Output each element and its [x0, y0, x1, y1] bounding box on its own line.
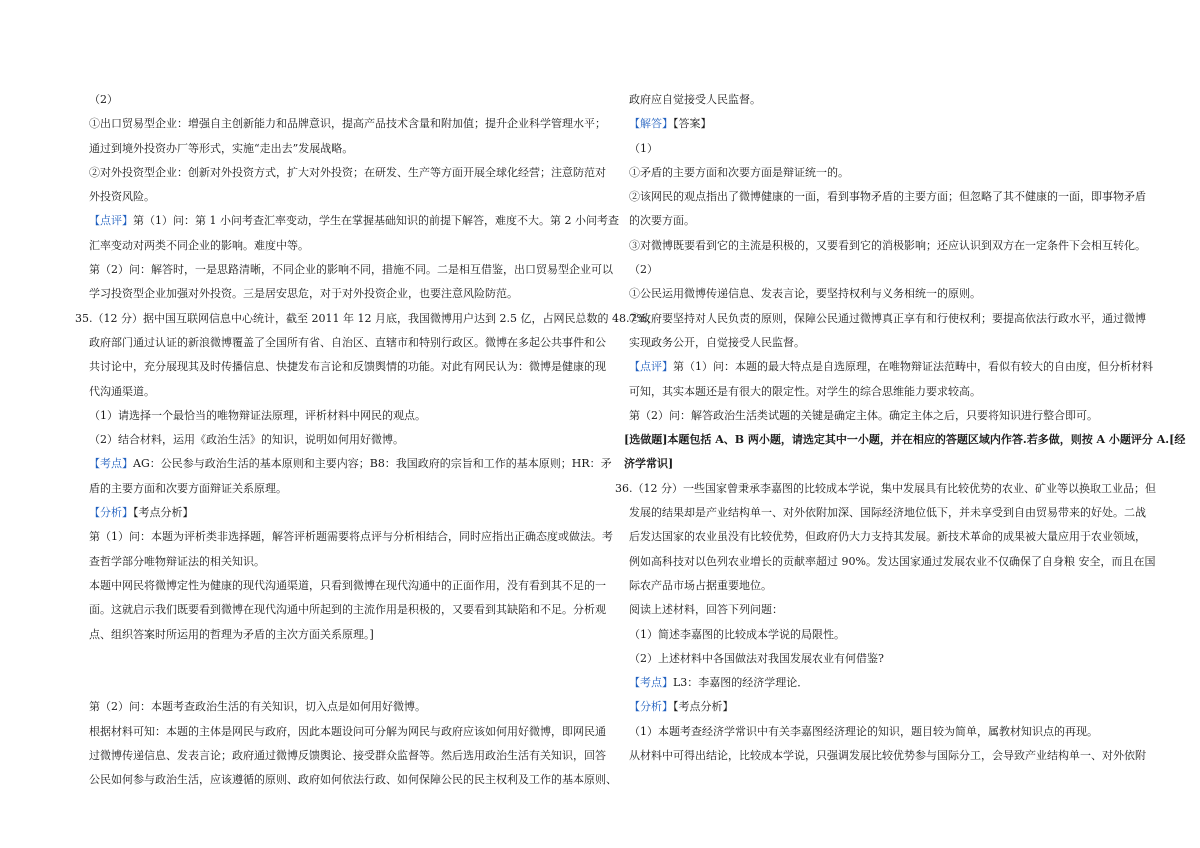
- line-text: 根据材料可知：本题的主体是网民与政府，因此本题设问可分解为网民与政府应该如何用好微博，即网民通: [89, 724, 606, 738]
- text-line: [624, 720, 1132, 744]
- text-line: [84, 185, 592, 209]
- line-text: 第（1）问：第 1 小问考查汇率变动，学生在掌握基础知识的前提下解答，难度不大。第 2 小问考查: [133, 214, 619, 228]
- line-text: 第（1）问：本题的最大特点是自选原理，在唯物辩证法范畴中，看似有较大的自由度，但分析材料: [673, 360, 1153, 374]
- text-line: [84, 452, 612, 476]
- line-text: 政府部门通过认证的新浪微博覆盖了全国所有省、自治区、直辖市和特别行政区。微博在多起公共事件和公: [89, 335, 606, 349]
- text-line: [84, 768, 617, 792]
- line-text: 例如高科技对以色列农业增长的贡献率超过 90%。发达国家通过发展农业不仅确保了自身粮 安全，而且在国: [629, 554, 1156, 568]
- line-text: ③对微博既要看到它的主流是积极的，又要看到它的消极影响；还应认识到双方在一定条件下会相互转化。: [629, 238, 1146, 252]
- line-text: AG：公民参与政治生活的基本原则和主要内容；B8：我国政府的宗旨和工作的基本原则；HR：矛: [133, 457, 612, 471]
- text-line: [624, 671, 1132, 695]
- line-text: 第（1）问：本题为评析类非选择题，解答评析题需要将点评与分析相结合，同时应指出正确态度或做法。考: [89, 530, 613, 544]
- text-line: [84, 525, 613, 549]
- line-text: （1）请选择一个最恰当的唯物辩证法原理，评析材料中网民的观点。: [89, 408, 426, 422]
- text-line: [624, 404, 1132, 428]
- line-text: 盾的主要方面和次要方面辩证关系原理。: [89, 481, 287, 495]
- line-text: ①矛盾的主要方面和次要方面是辩证统一的。: [629, 165, 849, 179]
- text-line: [624, 525, 1146, 549]
- line-text: 查哲学部分唯物辩证法的相关知识。: [89, 554, 265, 568]
- text-line: [84, 161, 606, 185]
- line-text: 通过到境外投资办厂等形式，实施“走出去”发展战略。: [89, 141, 354, 155]
- line-text: 阅读上述材料，回答下列问题：: [629, 603, 783, 617]
- text-line: [624, 185, 1146, 209]
- text-line: [84, 137, 592, 161]
- line-text: 【答案】: [673, 117, 712, 131]
- line-text: 际农产品市场占据重要地位。: [629, 578, 772, 592]
- blank-line: [84, 671, 592, 695]
- text-line: [84, 331, 606, 355]
- line-text: 面。这就启示我们既要看到微博在现代沟通中所起到的主流作用是积极的，又要看到其缺陷和不足。分析观: [89, 603, 606, 617]
- line-text: （1）本题考查经济学常识中有关李嘉图经济理论的知识，题目较为简单，属教材知识点的再现。: [629, 724, 1098, 738]
- text-line: [84, 720, 606, 744]
- text-line: [84, 88, 592, 112]
- text-line: [624, 234, 1146, 258]
- text-line: [75, 307, 658, 331]
- text-line: [624, 647, 1132, 671]
- text-line: [624, 307, 1146, 331]
- line-text: ②政府要坚持对人民负责的原则，保障公民通过微博真正享有和行使权利；要提高依法行政水平，通过微博: [629, 311, 1146, 325]
- text-line: [84, 623, 592, 647]
- text-line: [615, 477, 1156, 501]
- line-text: 第（2）问：解答时，一是思路清晰，不同企业的影响不同，措施不同。二是相互借鉴，出口贸易型企业可以: [89, 263, 613, 277]
- line-text: L3：李嘉图的经济学理论．: [673, 676, 809, 690]
- text-line: [624, 258, 1132, 282]
- line-text: 发展的结果却是产业结构单一、对外依附加深、国际经济地位低下，并未享受到自由贸易带来的好处。二战: [629, 506, 1146, 520]
- text-line: [624, 331, 1132, 355]
- line-text: （2）: [629, 263, 658, 277]
- text-line: [624, 501, 1146, 525]
- line-text: ①出口贸易型企业：增强自主创新能力和品牌意识，提高产品技术含量和附加值；提升企业科学管理水平；: [89, 117, 606, 131]
- line-text: 36.（12 分）一些国家曾秉承李嘉图的比较成本学说，集中发展具有比较优势的农业、矿业等以换取工业品；但: [615, 481, 1156, 495]
- text-line: [84, 112, 606, 136]
- line-text: ②对外投资型企业：创新对外投资方式，扩大对外投资；在研发、生产等方面开展全球化经营；注意防范对: [89, 165, 606, 179]
- line-text: 本题中网民将微博定性为健康的现代沟通渠道，只看到微博在现代沟通中的正面作用，没有看到其不足的一: [89, 578, 606, 592]
- line-text: 从材料中可得出结论，比较成本学说，只强调发展比较优势参与国际分工，会导致产业结构单一、对外依附: [629, 749, 1146, 763]
- text-line: [84, 209, 619, 233]
- text-line: [624, 574, 1132, 598]
- line-text: 济学常识]: [624, 457, 674, 471]
- line-text: 过微博传递信息、发表言论；政府通过微博反馈舆论、接受群众监督等。然后选用政治生活有关知识，回答: [89, 749, 606, 763]
- line-text: 的次要方面。: [629, 214, 695, 228]
- text-line: [84, 598, 606, 622]
- text-line: [84, 695, 592, 719]
- text-line: [624, 550, 1156, 574]
- line-text: （1）: [629, 141, 658, 155]
- line-text: 共讨论中，充分展现其及时传播信息、快捷发布言论和反馈舆情的功能。对此有网民认为：微博是健康的现: [89, 360, 606, 374]
- text-line: [624, 623, 1132, 647]
- line-text: （2）上述材料中各国做法对我国发展农业有何借鉴?: [629, 651, 884, 665]
- text-line: [84, 501, 592, 525]
- text-line: [624, 161, 1132, 185]
- text-line: [624, 428, 1186, 452]
- line-text: 汇率变动对两类不同企业的影响。难度中等。: [89, 238, 309, 252]
- line-text: 公民如何参与政治生活，应该遵循的原则、政府如何依法行政、如何保障公民的民主权利及工作的基本原则、: [89, 773, 617, 787]
- text-line: [624, 282, 1132, 306]
- text-line: [84, 234, 592, 258]
- line-text: 可知，其实本题还是有很大的限定性。对学生的综合思维能力要求较高。: [629, 384, 981, 398]
- line-text: 政府应自觉接受人民监督。: [629, 93, 761, 106]
- text-line: [624, 744, 1146, 768]
- line-text: 第（2）问：解答政治生活类试题的关键是确定主体。确定主体之后，只要将知识进行整合即可。: [629, 408, 1098, 422]
- line-text: ①公民运用微博传递信息、发表言论，要坚持权利与义务相统一的原则。: [629, 287, 981, 301]
- section-tag: 【考点】: [89, 457, 133, 471]
- line-text: 【考点分析】: [133, 506, 194, 520]
- text-line: [624, 88, 1132, 112]
- text-line: [84, 550, 592, 574]
- line-text: 外投资风险。: [89, 190, 155, 204]
- line-text: [选做题]本题包括 A、B 两小题，请选定其中一小题，并在相应的答题区域内作答.若多做，则按 A 小题评分 A.[经: [624, 433, 1186, 447]
- line-text: 后发达国家的农业虽没有比较优势，但政府仍大力支持其发展。新技术革命的成果被大量应用于农业领域，: [629, 530, 1146, 544]
- right-column: [615, 88, 1186, 768]
- section-tag: 【点评】: [629, 360, 673, 374]
- text-line: [624, 598, 1132, 622]
- text-line: [624, 452, 1132, 476]
- line-text: 学习投资型企业加强对外投资。三是居安思危，对于对外投资企业，也要注意风险防范。: [89, 287, 518, 301]
- line-text: 【考点分析】: [673, 700, 734, 714]
- text-line: [624, 137, 1132, 161]
- line-text: 35.（12 分）据中国互联网信息中心统计，截至 2011 年 12 月底，我国微博用户达到 2.5 亿，占网民总数的 48.7%，: [75, 311, 658, 325]
- blank-line: [84, 647, 592, 671]
- line-text: （2）结合材料，运用《政治生活》的知识，说明如何用好微博。: [89, 433, 404, 447]
- text-line: [84, 477, 592, 501]
- text-line: [624, 695, 1132, 719]
- section-tag: 【解答】: [629, 117, 673, 131]
- line-text: （1）简述李嘉图的比较成本学说的局限性。: [629, 627, 845, 641]
- line-text: 点、组织答案时所运用的哲理为矛盾的主次方面关系原理。]: [89, 627, 374, 641]
- text-line: [84, 380, 592, 404]
- text-line: [624, 112, 1132, 136]
- text-line: [84, 428, 592, 452]
- line-text: 第（2）问：本题考查政治生活的有关知识，切入点是如何用好微博。: [89, 700, 426, 714]
- text-line: [84, 574, 606, 598]
- line-text: （2）: [89, 93, 118, 106]
- line-text: 实现政务公开，自觉接受人民监督。: [629, 335, 805, 349]
- section-tag: 【考点】: [629, 676, 673, 690]
- line-text: 代沟通渠道。: [89, 384, 155, 398]
- text-line: [624, 380, 1132, 404]
- section-tag: 【分析】: [89, 506, 133, 520]
- text-line: [624, 209, 1132, 233]
- section-tag: 【分析】: [629, 700, 673, 714]
- text-line: [84, 355, 606, 379]
- line-text: ②该网民的观点指出了微博健康的一面，看到事物矛盾的主要方面；但忽略了其不健康的一面，即事物矛盾: [629, 190, 1146, 204]
- text-line: [84, 744, 606, 768]
- text-line: [84, 404, 592, 428]
- text-line: [84, 282, 592, 306]
- text-line: [624, 355, 1153, 379]
- text-line: [84, 258, 613, 282]
- section-tag: 【点评】: [89, 214, 133, 228]
